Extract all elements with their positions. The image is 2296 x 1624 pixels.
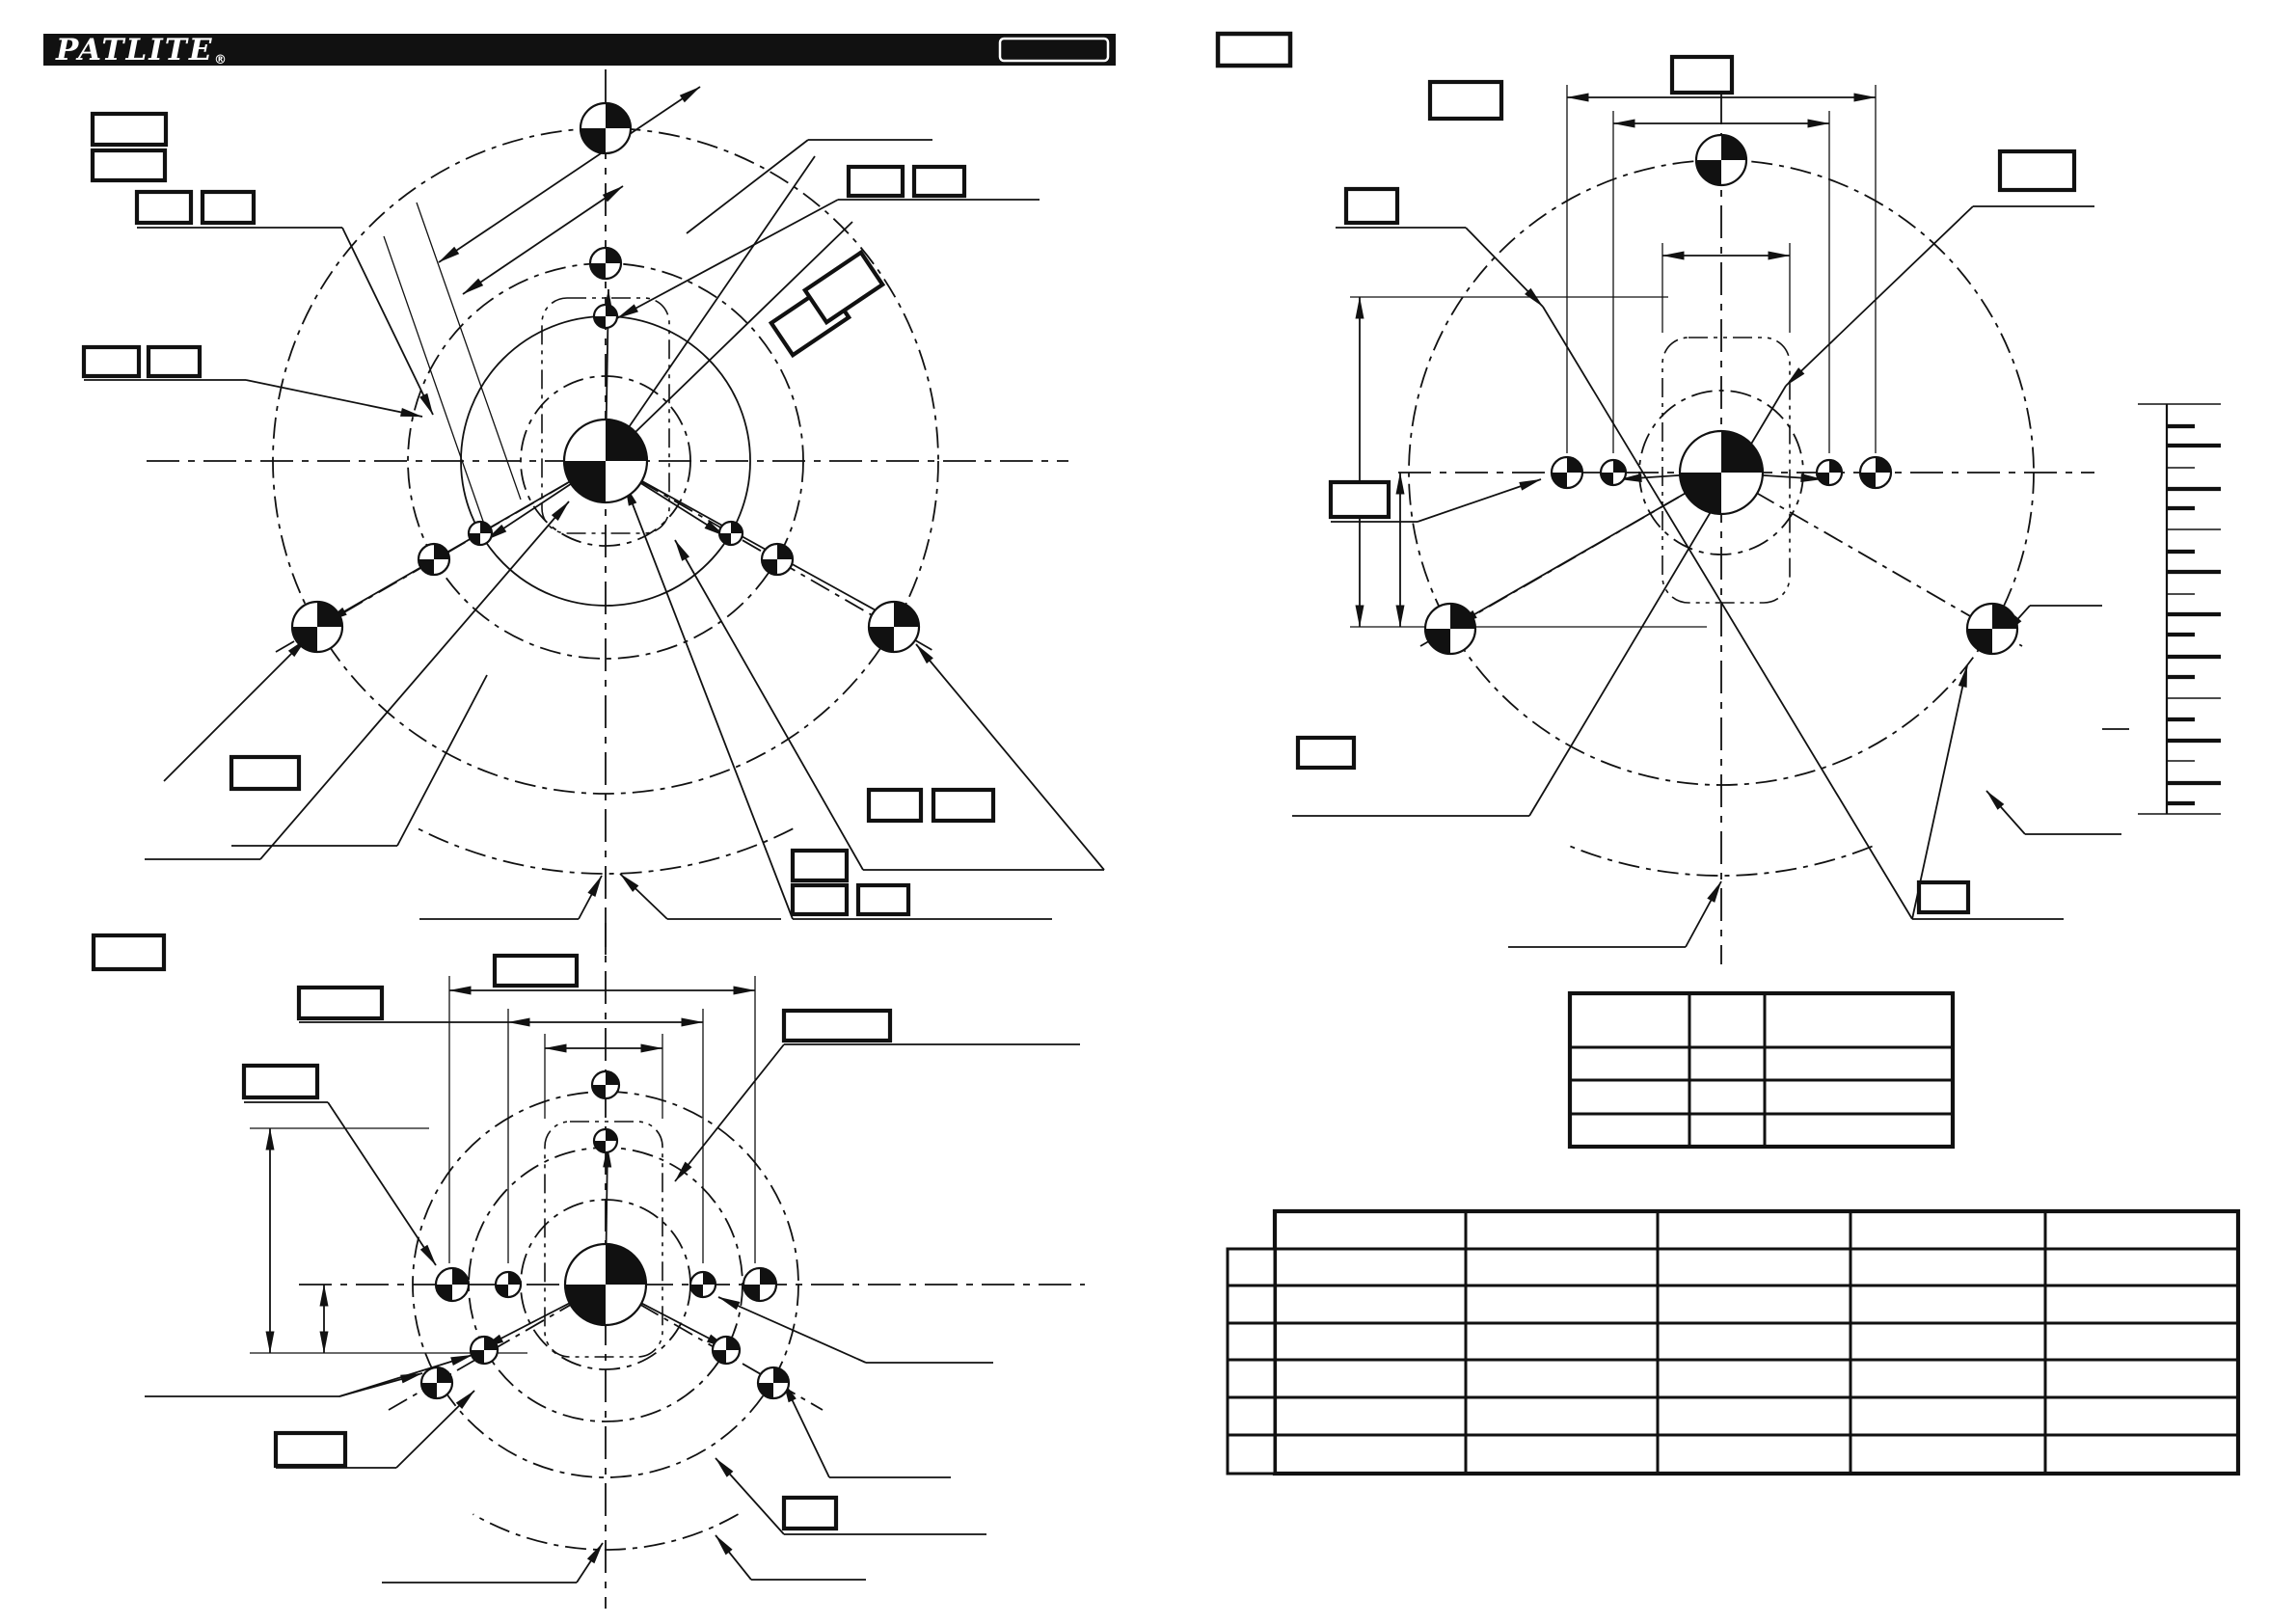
datum-target-quadrant (1721, 431, 1763, 473)
datum-target-quadrant (317, 602, 342, 627)
drawing-line (397, 675, 487, 846)
datum-target-quadrant (565, 1285, 606, 1325)
datum-target-quadrant (496, 1285, 508, 1297)
leader-line (783, 1381, 829, 1477)
parts-table (1228, 1211, 2238, 1474)
datum-target-marker (1601, 460, 1626, 485)
datum-target-marker (471, 1337, 498, 1364)
datum-target-quadrant (1425, 629, 1450, 654)
label-box-redacted (1430, 82, 1501, 119)
leader-line (916, 644, 1104, 870)
datum-target-marker (762, 544, 793, 575)
header (43, 33, 1290, 68)
label-box-redacted (793, 885, 847, 914)
label-box-redacted (784, 1498, 836, 1529)
datum-target-quadrant (1721, 135, 1746, 160)
drawing-line (1543, 307, 1912, 919)
datum-target-quadrant (1876, 457, 1891, 473)
datum-target-marker (594, 1129, 617, 1152)
leader-line (328, 1102, 436, 1265)
label-box-redacted (1346, 189, 1397, 223)
datum-target-quadrant (713, 1350, 726, 1364)
datum-target-quadrant (743, 1285, 760, 1301)
datum-target-marker (419, 544, 449, 575)
datum-target-marker (496, 1272, 521, 1297)
label-box-redacted (203, 192, 254, 223)
revision-table (1570, 993, 1953, 1147)
label-box-redacted (93, 150, 165, 180)
datum-target-quadrant (606, 1071, 619, 1085)
datum-target-quadrant (894, 602, 919, 627)
drawing-line (417, 203, 521, 500)
datum-target-marker (1680, 431, 1763, 514)
label-box-redacted (1298, 738, 1354, 768)
datum-target-quadrant (1552, 473, 1567, 488)
label-box-redacted (495, 956, 577, 986)
leader-line (1418, 479, 1541, 522)
datum-target-quadrant (508, 1272, 521, 1285)
datum-target-quadrant (1696, 160, 1721, 185)
datum-target-quadrant (590, 263, 606, 279)
leader-line (260, 501, 569, 859)
label-box-redacted (299, 988, 382, 1018)
leader-line (1786, 206, 1973, 386)
header-title-box (1000, 39, 1108, 61)
label-box-redacted (93, 114, 166, 145)
datum-target-marker (869, 602, 919, 652)
datum-target-quadrant (719, 533, 731, 545)
datum-target-marker (436, 1268, 469, 1301)
patlite-logo: PATLITE (56, 33, 214, 68)
leader-line (1466, 228, 1543, 307)
label-box-redacted (793, 851, 847, 880)
datum-target-quadrant (726, 1337, 740, 1350)
datum-target-quadrant (1601, 473, 1613, 485)
datum-target-quadrant (469, 533, 480, 545)
datum-target-quadrant (606, 103, 631, 128)
datum-target-marker (469, 522, 492, 545)
label-box-redacted (933, 790, 993, 821)
datum-target-quadrant (1680, 473, 1721, 514)
label-box-redacted (1672, 57, 1732, 93)
datum-target-marker (421, 1367, 452, 1398)
leader-line (339, 1355, 473, 1396)
datum-target-quadrant (480, 522, 492, 533)
datum-target-quadrant (594, 1141, 606, 1152)
leader-line (246, 380, 422, 417)
datum-target-marker (1860, 457, 1891, 488)
datum-target-quadrant (1450, 604, 1475, 629)
leader-line (579, 876, 602, 919)
leader-line (620, 874, 667, 919)
datum-target-quadrant (869, 627, 894, 652)
drawing-line (606, 156, 815, 461)
label-box-redacted (1919, 882, 1968, 912)
datum-target-quadrant (758, 1383, 773, 1398)
datum-target-marker (743, 1268, 776, 1301)
datum-target-quadrant (421, 1383, 437, 1398)
scale-bar (2138, 404, 2221, 814)
label-box-redacted (94, 935, 164, 969)
label-box-redacted (784, 1011, 890, 1041)
label-box-redacted (849, 167, 903, 196)
label-box-redacted (84, 347, 139, 376)
datum-target-quadrant (581, 128, 606, 153)
datum-target-marker (713, 1337, 740, 1364)
leader-line (396, 1391, 474, 1468)
datum-target-marker (1696, 135, 1746, 185)
datum-target-quadrant (437, 1367, 452, 1383)
view-a-slanted-dimension (439, 87, 700, 262)
datum-target-marker (1552, 457, 1582, 488)
datum-target-marker (758, 1367, 789, 1398)
leader-line (716, 1458, 784, 1534)
datum-target-quadrant (1567, 457, 1582, 473)
registered-mark-icon: ® (214, 53, 227, 68)
datum-target-marker (719, 522, 743, 545)
label-box-redacted (137, 192, 191, 223)
datum-target-quadrant (1613, 460, 1626, 473)
label-box-redacted (149, 347, 200, 376)
datum-target-quadrant (606, 248, 621, 263)
datum-target-quadrant (592, 1085, 606, 1098)
leader-line (718, 1297, 866, 1363)
datum-target-marker (565, 1244, 646, 1325)
datum-target-quadrant (1817, 473, 1829, 485)
datum-target-quadrant (731, 522, 743, 533)
label-box-redacted (914, 167, 964, 196)
datum-target-quadrant (436, 1285, 452, 1301)
revision-table-border (1570, 993, 1953, 1147)
datum-target-marker (292, 602, 342, 652)
label-box-redacted (2000, 151, 2074, 190)
datum-target-marker (1425, 604, 1475, 654)
datum-target-quadrant (762, 559, 777, 575)
datum-target-quadrant (1967, 629, 1992, 654)
datum-target-quadrant (690, 1285, 703, 1297)
leader-line (716, 1535, 751, 1580)
datum-target-quadrant (773, 1367, 789, 1383)
label-box-redacted (1331, 482, 1389, 517)
label-box-redacted (244, 1066, 317, 1097)
datum-target-quadrant (434, 544, 449, 559)
datum-target-marker (594, 305, 617, 328)
datum-target-quadrant (452, 1268, 469, 1285)
leader-line (1686, 881, 1721, 947)
datum-target-quadrant (484, 1337, 498, 1350)
drawing-line (687, 140, 808, 233)
datum-target-quadrant (777, 544, 793, 559)
leader-line (606, 461, 897, 622)
datum-target-marker (564, 420, 647, 502)
leader-line (342, 228, 433, 415)
label-box-redacted (276, 1433, 345, 1466)
datum-target-quadrant (1860, 473, 1876, 488)
datum-target-marker (690, 1272, 716, 1297)
datum-target-quadrant (606, 305, 617, 316)
datum-target-marker (592, 1071, 619, 1098)
datum-target-quadrant (606, 1129, 617, 1141)
label-box-redacted (869, 790, 921, 821)
datum-target-marker (590, 248, 621, 279)
datum-target-marker (581, 103, 631, 153)
datum-target-quadrant (606, 1244, 646, 1285)
datum-target-marker (1967, 604, 2017, 654)
datum-target-quadrant (1829, 460, 1842, 473)
datum-target-marker (1817, 460, 1842, 485)
datum-target-quadrant (594, 316, 606, 328)
datum-target-quadrant (564, 461, 606, 502)
datum-target-quadrant (703, 1272, 716, 1285)
document-number-box (1218, 34, 1290, 66)
datum-target-quadrant (1992, 604, 2017, 629)
technical-drawing (84, 57, 2238, 1609)
leader-line (1986, 791, 2025, 834)
drawing-line (384, 236, 487, 532)
datum-target-quadrant (419, 559, 434, 575)
label-box-redacted (231, 757, 299, 789)
leader-line (326, 461, 606, 622)
leader-line (675, 1044, 784, 1181)
label-box-redacted (858, 885, 908, 914)
leader-line (675, 540, 863, 870)
datum-target-quadrant (760, 1268, 776, 1285)
